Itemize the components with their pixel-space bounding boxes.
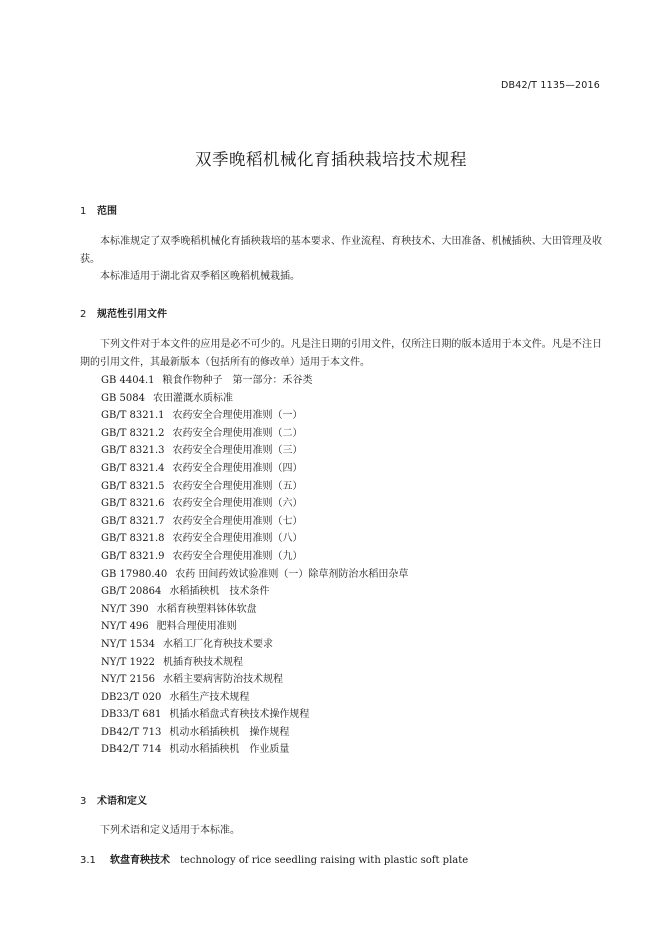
reference-code: GB 5084 <box>101 392 145 404</box>
section-1-heading <box>80 202 117 217</box>
reference-item <box>101 741 408 759</box>
section-3-number: 3 <box>80 796 87 807</box>
reference-title: 机插育秧技术规程 <box>163 656 244 668</box>
reference-title: 农药安全合理使用准则（二） <box>172 427 303 439</box>
reference-title: 农药安全合理使用准则（五） <box>172 480 303 492</box>
reference-item <box>101 566 408 584</box>
reference-title: 机动水稻插秧机 作业质量 <box>169 744 290 756</box>
document-title: 双季晚稻机械化育插秧栽培技术规程 <box>195 150 467 169</box>
reference-code: GB/T 8321.3 <box>101 445 165 457</box>
reference-item <box>101 706 408 724</box>
reference-code: DB33/T 681 <box>101 709 162 721</box>
reference-code: DB42/T 713 <box>101 726 162 738</box>
reference-code: NY/T 1922 <box>101 656 156 668</box>
normative-paragraph: 下列文件对于本文件的应用是必不可少的。凡是注日期的引用文件，仅所注日期的版本适用于本文件。凡是不注日期的引用文件，其最新版本（包括所有的修改单）适用于本文件。 <box>80 339 602 368</box>
reference-title: 农药 田间药效试验准则（一）除草剂防治水稻田杂草 <box>175 568 409 580</box>
reference-code: NY/T 1534 <box>101 638 156 650</box>
scope-paragraph-2: 本标准适用于湖北省双季稻区晚稻机械栽插。 <box>100 271 300 282</box>
term-number: 3.1 <box>80 855 96 866</box>
reference-item <box>101 372 408 390</box>
reference-code: GB/T 8321.8 <box>101 533 165 545</box>
reference-title: 水稻主要病害防治技术规程 <box>163 674 284 686</box>
reference-title: 水稻工厂化育秧技术要求 <box>163 638 274 650</box>
reference-code: GB/T 8321.4 <box>101 462 165 474</box>
term-chinese: 软盘育秧技术 <box>110 855 170 866</box>
reference-code: NY/T 2156 <box>101 674 156 686</box>
reference-code: GB/T 8321.9 <box>101 550 165 562</box>
reference-title: 粮食作物种子 第一部分：禾谷类 <box>162 375 313 386</box>
section-3-title: 术语和定义 <box>97 796 147 807</box>
reference-title: 机插水稻盘式育秧技术操作规程 <box>169 709 310 721</box>
reference-item <box>101 583 408 601</box>
section-1-number: 1 <box>80 206 87 217</box>
reference-item <box>101 495 408 513</box>
reference-item <box>101 689 408 707</box>
reference-title: 农药安全合理使用准则（九） <box>172 550 303 562</box>
reference-item <box>101 654 408 672</box>
section-1-title: 范围 <box>97 206 117 217</box>
document-code: DB42/T 1135—2016 <box>501 80 600 91</box>
reference-item <box>101 460 408 478</box>
reference-item <box>101 442 408 460</box>
section-2-number: 2 <box>80 309 87 320</box>
reference-title: 农药安全合理使用准则（六） <box>172 498 303 510</box>
reference-code: GB/T 8321.5 <box>101 480 165 492</box>
reference-list <box>101 372 408 759</box>
reference-item <box>101 724 408 742</box>
reference-code: NY/T 390 <box>101 603 149 615</box>
reference-item <box>101 636 408 654</box>
reference-code: GB/T 8321.2 <box>101 427 165 439</box>
reference-code: GB 4404.1 <box>101 375 155 386</box>
reference-title: 农药安全合理使用准则（四） <box>172 462 303 474</box>
reference-code: NY/T 496 <box>101 621 149 633</box>
reference-code: GB/T 8321.1 <box>101 410 165 422</box>
reference-code: GB/T 8321.6 <box>101 498 165 510</box>
section-2-title: 规范性引用文件 <box>97 309 167 320</box>
reference-title: 农药安全合理使用准则（一） <box>172 410 303 422</box>
reference-item <box>101 390 408 408</box>
reference-item <box>101 618 408 636</box>
reference-item <box>101 671 408 689</box>
reference-title: 肥料合理使用准则 <box>156 621 237 633</box>
reference-title: 水稻育秧塑料钵体软盘 <box>156 603 257 615</box>
reference-title: 农药安全合理使用准则（三） <box>172 445 303 457</box>
reference-title: 农田灌溉水质标准 <box>152 392 233 404</box>
reference-item <box>101 513 408 531</box>
terms-paragraph: 下列术语和定义适用于本标准。 <box>100 825 240 836</box>
reference-item <box>101 548 408 566</box>
reference-code: GB 17980.40 <box>101 568 168 580</box>
reference-title: 农药安全合理使用准则（七） <box>172 515 303 527</box>
reference-title: 水稻生产技术规程 <box>169 691 250 703</box>
section-3-heading <box>80 792 147 807</box>
reference-item <box>101 478 408 496</box>
reference-item <box>101 407 408 425</box>
section-2-heading <box>80 305 167 320</box>
term-3-1 <box>80 851 468 866</box>
scope-paragraph-1: 本标准规定了双季晚稻机械化育插秧栽培的基本要求、作业流程、育秧技术、大田准备、机械插秧、大田管理及收获。 <box>80 236 602 265</box>
reference-code: GB/T 8321.7 <box>101 515 165 527</box>
reference-title: 水稻插秧机 技术条件 <box>169 586 270 598</box>
reference-code: DB42/T 714 <box>101 744 162 756</box>
reference-item <box>101 530 408 548</box>
reference-title: 农药安全合理使用准则（八） <box>172 533 303 545</box>
reference-item <box>101 601 408 619</box>
reference-code: GB/T 20864 <box>101 586 162 598</box>
reference-title: 机动水稻插秧机 操作规程 <box>169 726 290 738</box>
term-english: technology of rice seedling raising with plastic soft plate <box>180 855 469 866</box>
reference-item <box>101 425 408 443</box>
reference-code: DB23/T 020 <box>101 691 162 703</box>
